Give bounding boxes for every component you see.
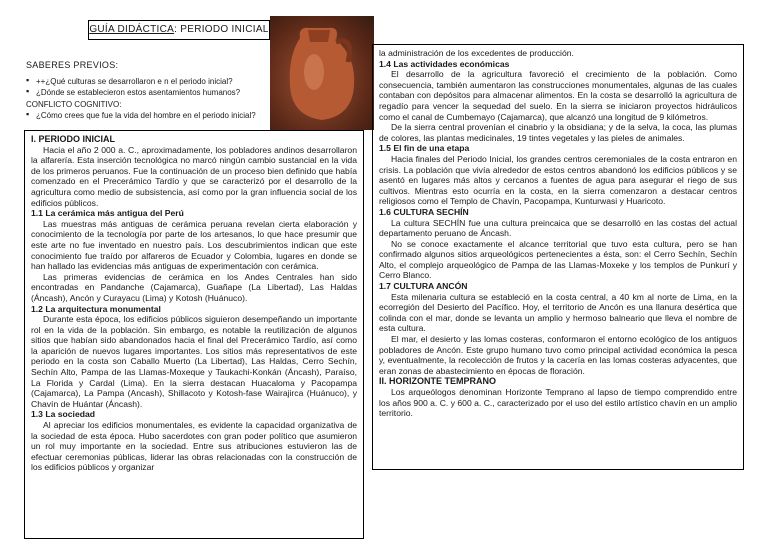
ceramic-vessel-photo — [270, 16, 374, 130]
left-column — [24, 130, 364, 539]
paragraph: El desarrollo de la agricultura favoreció el crecimiento de la población. Como consecuencia, también aumentaron las construcciones monumentales, algunas de las cuales contaban con depósitos para almacenar alimentos. En la costa se desarrolló la agricultura de regadío para vencer la sequedad del suelo. En la sierra se iniciaron proyectos hidráulicos como el canal de Cumbemayo (Cajamarca), que alcanzó una longitud de 9 kilómetros. — [379, 69, 737, 122]
paragraph: De la sierra central provenían el cinabrio y la obsidiana; y de la selva, la coca, las plumas de colores, las plantas medicinales, 19 tintes vegetales y las pieles de animales. — [379, 122, 737, 143]
paragraph: Al apreciar los edificios monumentales, es evidente la capacidad organizativa de la sociedad de esta época. Hubo sacerdotes con gran poder político que asumieron un rol muy importante en la sociedad. Entre sus atribuciones estuvieron las de efectuar ceremonias públicas, liderar las obras relacionadas con la construcción de los edificios públicos y organizar — [31, 420, 357, 473]
paragraph: El mar, el desierto y las lomas costeras, conformaron el entorno ecológico de los antiguos pobladores de Ancón. Este grupo humano tuvo como principal actividad económica la pesca y, eventualmente, la recolección de frutos y la cacería en las lomas costeras adyacentes, que eran zonas de abastecimiento en épocas de floración. — [379, 334, 737, 376]
paragraph: Hacia finales del Periodo Inicial, los grandes centros ceremoniales de la costa entraron en crisis. La población que vivía alrededor de estos centros abandonó los edificios públicos y se asentó en lugares más altos y cercanos a fuentes de agua para asegurar el riego de sus cultivos. Mientras esto ocurría en la costa, en la sierra comenzaron a destacar centros religiosos como el Templo de Chavín, Pacopampa, Kunturwasi y Huaricoto. — [379, 153, 737, 207]
subsection-heading-sociedad: 1.3 La sociedad — [31, 409, 96, 420]
paragraph: Durante esta época, los edificios públicos siguieron desempeñando un importante rol en la vida de la población. Sin embargo, es notable la reutilización de algunos sitios que habían sido abandonados hacia el final del Precerámico Tardío, así como la aparición de nuevos lugares importantes. Los sitios más representativos de este periodo en la costa son Caballo Muerto (La Libertad), Las Haldas, Cerro Sechín, Sechín Alto, Pampa de las Llamas-Moxeque y Taukachi-Konkán (Áncash), Paraíso, La Florida y Cardal (Lima). En la sierra destacan Huacaloma y Pacopampa (Cajamarca), La Pampa (Ancash), Shillacoto y Kotosh-fase Wairajirca (Huánuco), y Chavín de Huántar (Áncash). — [31, 314, 357, 409]
subsection-heading-fin-etapa: 1.5 El fin de una etapa — [379, 143, 470, 154]
paragraph: Las primeras evidencias de cerámica en los Andes Centrales han sido encontradas en Pandanche (Cajamarca), Guañape (La Libertad), Las Haldas (Áncash), Ancón y Curayacu (Lima) y Kotosh (Huánuco). — [31, 271, 357, 303]
section-heading-periodo-inicial: I. PERIODO INICIAL — [31, 134, 116, 144]
paragraph: Hacia el año 2 000 a. C., aproximadamente, los pobladores andinos desarrollaron la alfarería. Esta inserción tecnológica no marcó ningún cambio sustancial en la vida de los primeros peruanos. Fue la continuación de un proceso bien definido que había comenzado en el Precerámico Tardío y que se caracterizó por el desarrollo de la agricultura como medio de subsistencia, así como por la gran influencia social de los edificios públicos. — [31, 144, 357, 208]
paragraph: No se conoce exactamente el alcance territorial que tuvo esta cultura, pero se han confirmado algunos sitios arqueológicos pertenecientes a ésta, son: el Cerro Sechín, Sechín Alto, el complejo arqueológico de Pampa de las Llamas-Moxeke y los templos de Punkurí y Cerro Blanco. — [379, 238, 737, 281]
paragraph: Esta milenaria cultura se estableció en la costa central, a 40 km al norte de Lima, en la ecorregión del Desierto del Pacífico. Hoy, el territorio de Ancón es una llanura desértica que colinda con el mar, donde se levanta un amplio y hermoso balneario que lleva el nombre de esta cultura. — [379, 291, 737, 334]
title-rest: PERIODO INICIAL — [177, 24, 269, 35]
question-3: ▪ ¿Cómo crees que fue la vida del hombre en el periodo inicial? — [26, 110, 276, 122]
paragraph: La cultura SECHÍN fue una cultura preincaica que se desarrolló en las costas del actual departamento peruano de Áncash. — [379, 217, 737, 239]
subsection-heading-ancon: 1.7 CULTURA ANCÓN — [379, 281, 468, 292]
paragraph: Los arqueólogos denominan Horizonte Temprano al lapso de tiempo comprendido entre los años 900 a. C. y 600 a. C., caracterizado por el uso del estilo artístico chavín en un amplio territorio. — [379, 387, 737, 419]
paragraph: la administración de los excedentes de producción. — [379, 48, 574, 58]
subsection-heading-actividades: 1.4 Las actividades económicas — [379, 58, 510, 69]
subsection-heading-ceramica: 1.1 La cerámica más antigua del Perú — [31, 208, 184, 219]
question-2: ▪ ¿Dónde se establecieron estos asentamientos humanos? — [26, 87, 276, 99]
section-heading-horizonte-temprano: II. HORIZONTE TEMPRANO — [379, 376, 496, 387]
page-title — [88, 20, 270, 40]
subsection-heading-sechin: 1.6 CULTURA SECHÍN — [379, 206, 469, 217]
title-prefix: GUÍA DIDÁCTICA — [89, 24, 175, 35]
subsection-heading-arquitectura: 1.2 La arquitectura monumental — [31, 303, 161, 314]
right-column — [372, 44, 744, 470]
question-1: ▪ ++¿Qué culturas se desarrollaron e n el periodo inicial? — [26, 76, 276, 88]
title-sep: : — [174, 24, 178, 35]
intro-section — [26, 60, 276, 122]
conflicto-heading: CONFLICTO COGNITIVO: — [26, 99, 122, 109]
paragraph: Las muestras más antiguas de cerámica peruana revelan cierta elaboración y conocimiento de la tecnología por parte de los artesanos, lo que hace presumir que este arte no fue inventado en nuestro país. Los descubrimientos indican que este conocimiento fue traído por alfareros de Ecuador y Colombia, lugares en donde se han hallado las evidencias más antiguas de experimentación con cerámica. — [31, 218, 357, 272]
saberes-heading: SABERES PREVIOS: — [26, 60, 119, 70]
